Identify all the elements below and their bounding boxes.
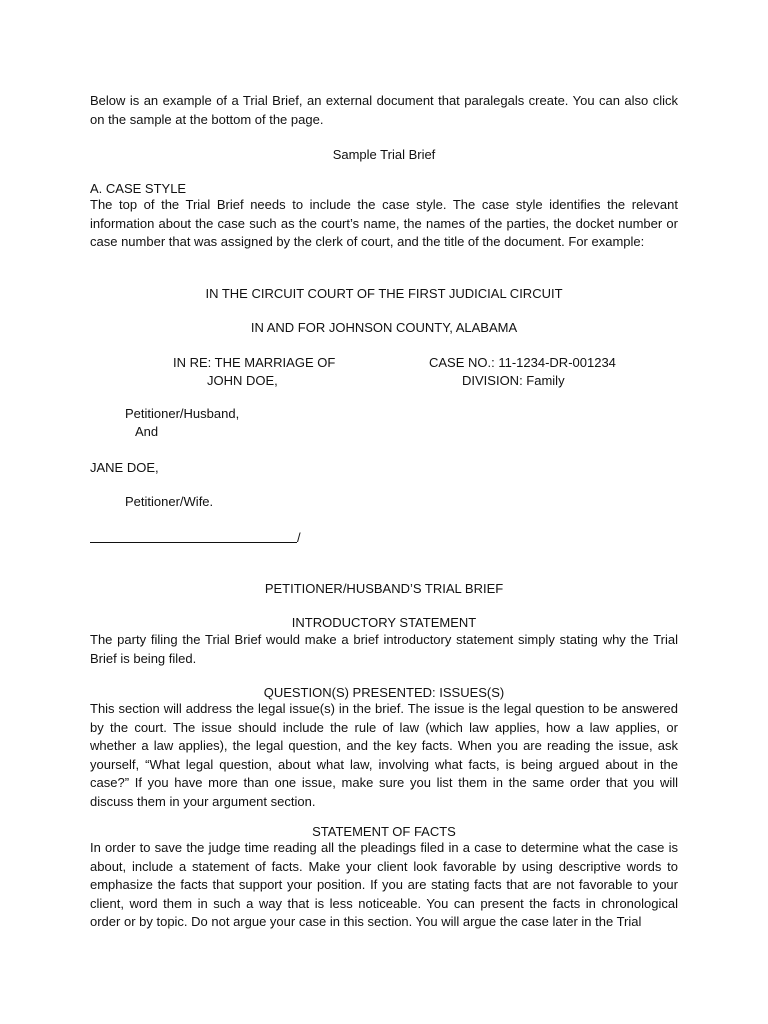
case-number: CASE NO.: 11-1234-DR-001234 — [429, 355, 616, 370]
and-label: And — [135, 424, 159, 439]
caption-slash: / — [297, 530, 301, 545]
petitioner-wife-label: Petitioner/Wife. — [125, 494, 214, 509]
brief-title: PETITIONER/HUSBAND’S TRIAL BRIEF — [264, 581, 504, 596]
party-1-name: JOHN DOE, — [207, 373, 278, 388]
court-name-line-2: IN AND FOR JOHNSON COUNTY, ALABAMA — [250, 320, 518, 335]
intro-paragraph: Below is an example of a Trial Brief, an external document that paralegals create. You can also click on the sample at the bottom of the page. — [90, 93, 678, 127]
court-name-line-1: IN THE CIRCUIT COURT OF THE FIRST JUDICIAL CIRCUIT — [205, 286, 563, 301]
division: DIVISION: Family — [462, 373, 565, 388]
questions-heading: QUESTION(S) PRESENTED: ISSUES(S) — [263, 685, 505, 700]
questions-paragraph: This section will address the legal issue(s) in the brief. The issue is the legal question to be answered by the court. The issue should include the rule of law (which law applies, how a law applies, or whether a law applies), the legal question, and the key facts. When you are reading the issue, ask yourself, “What legal question, about what law, involving what facts, is being argued about in the case?” If you have more than one issue, make sure you list them in the same order that you will discuss them in your argument section. — [90, 701, 678, 809]
party-2-name: JANE DOE, — [90, 460, 159, 475]
in-re-line: IN RE: THE MARRIAGE OF — [173, 355, 336, 370]
caption-underline — [90, 542, 297, 543]
case-style-paragraph: The top of the Trial Brief needs to include the case style. The case style identifies the relevant information about the case such as the court’s name, the names of the parties, the docket number or case number that was assigned by the clerk of court, and the title of the document. For example: — [90, 197, 678, 249]
introductory-heading: INTRODUCTORY STATEMENT — [291, 615, 477, 630]
petitioner-husband-label: Petitioner/Husband, — [125, 406, 240, 421]
document-title: Sample Trial Brief — [332, 147, 436, 162]
case-style-heading: A. CASE STYLE — [90, 181, 187, 196]
facts-paragraph: In order to save the judge time reading all the pleadings filed in a case to determine what the case is about, include a statement of facts. Make your client look favorable by using descriptive words to emphasize the facts that support your position. If you are stating facts that are not favorable to your client, word them in such a way that is less noticeable. You can present the facts in chronological order or by topic. Do not argue your case in this section. You will argue the case later in the Trial — [90, 840, 678, 929]
introductory-paragraph: The party filing the Trial Brief would make a brief introductory statement simply stating why the Trial Brief is being filed. — [90, 632, 678, 666]
facts-heading: STATEMENT OF FACTS — [312, 824, 456, 839]
